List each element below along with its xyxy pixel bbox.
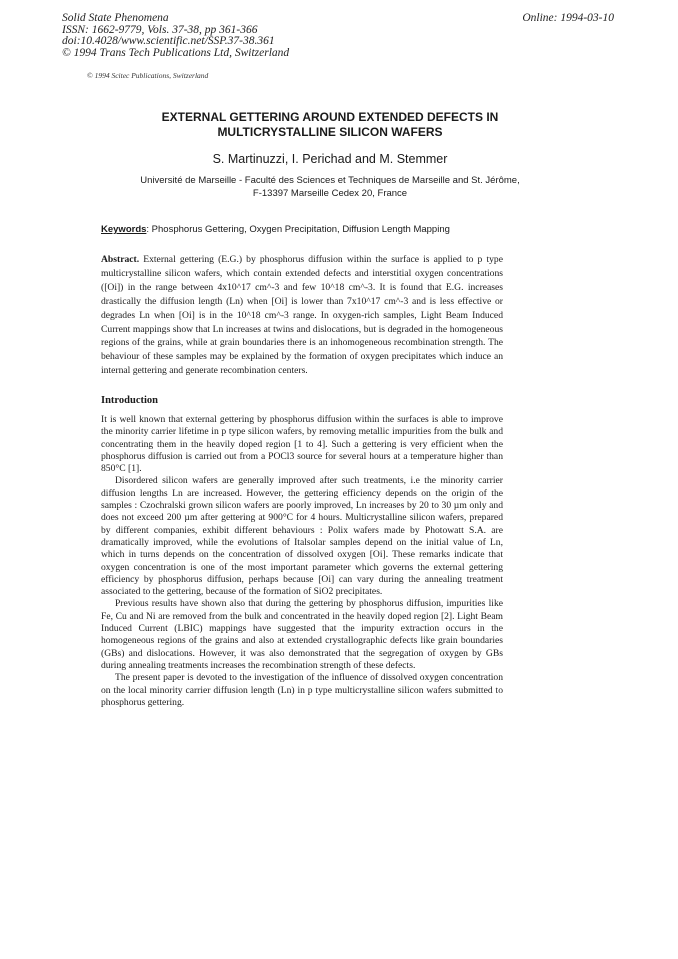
journal-header bbox=[62, 13, 289, 59]
introduction-body bbox=[101, 414, 503, 709]
keywords-label: Keywords bbox=[101, 224, 147, 235]
online-date: Online: 1994-03-10 bbox=[522, 12, 614, 24]
paper-title bbox=[100, 110, 560, 140]
keywords bbox=[101, 224, 450, 235]
paragraph-1: It is well known that external gettering by phosphorus diffusion within the surfaces is able to improve the minority carrier lifetime in p type silicon wafers, by removing metallic impurities from the bulk and concentrating them in the heavily doped region [1 to 4]. Such a gettering is very efficient when the phosphorus diffusion is carried out from a POCl3 source for several hours at a temperature higher than 850°C [1]. bbox=[101, 414, 503, 475]
doi-line: doi:10.4028/www.scientific.net/SSP.37-38.361 bbox=[62, 35, 275, 47]
keywords-text: : Phosphorus Gettering, Oxygen Precipitation, Diffusion Length Mapping bbox=[146, 224, 450, 235]
title-line-1: EXTERNAL GETTERING AROUND EXTENDED DEFECTS IN bbox=[161, 110, 499, 124]
paragraph-4: The present paper is devoted to the investigation of the influence of dissolved oxygen concentration on the local minority carrier diffusion length (Ln) in p type multicrystalline silicon wafers submitted to phosphorus gettering. bbox=[101, 672, 503, 708]
abstract bbox=[101, 253, 503, 378]
paragraph-3: Previous results have shown also that during the gettering by phosphorus diffusion, impurities like Fe, Cu and Ni are removed from the bulk and concentrated in the heavily doped region [2]. Light Beam Induced Current (LBIC) mappings have suggested that the impurity extraction occurs in the homogeneous regions of the grains and also at extended crystallographic defects like grain boundaries (GBs) and dislocations. However, it was also demonstrated that the segregation of oxygen by GBs during annealing treatments increases the recombination strength of these defects. bbox=[101, 598, 503, 671]
publisher-stamp: © 1994 Scitec Publications, Switzerland bbox=[87, 71, 209, 80]
issn-line: ISSN: 1662-9779, Vols. 37-38, pp 361-366 bbox=[62, 23, 258, 36]
affiliation-line-1: Université de Marseille - Faculté des Sciences et Techniques de Marseille and St. Jérôme, bbox=[140, 175, 520, 186]
authors: S. Martinuzzi, I. Perichad and M. Stemmer bbox=[212, 152, 448, 166]
paragraph-2: Disordered silicon wafers are generally improved after such treatments, i.e the minority carrier diffusion lengths Ln are increased. However, the gettering efficiency depends on the origin of the samples : Czochralski grown silicon wafers are poorly improved, Ln increases by 20 to 30 µm only and does not exceed 200 µm after gettering at 900°C for 4 hours. Multicrystalline silicon wafers, prepared by different companies, exhibit different behaviours : Polix wafers made by Photowatt S.A. are dramatically improved, while the evolutions of Italsolar samples depend on the initial value of Ln, which in turns depends on the concentration of dissolved oxygen [Oi]. These remarks indicate that oxygen concentration is one of the most important parameter which governs the external gettering efficiency by phosphorus diffusion, perhaps because [Oi] can vary during the annealing treatment associated to the gettering, because of the formation of SiO2 precipitates. bbox=[101, 475, 503, 598]
affiliation bbox=[100, 175, 560, 200]
affiliation-line-2: F-13397 Marseille Cedex 20, France bbox=[252, 187, 408, 199]
copyright-line: © 1994 Trans Tech Publications Ltd, Switzerland bbox=[62, 46, 290, 59]
section-heading-introduction: Introduction bbox=[101, 395, 158, 406]
journal-name: Solid State Phenomena bbox=[62, 12, 169, 24]
abstract-label: Abstract. bbox=[101, 254, 140, 265]
abstract-text: External gettering (E.G.) by phosphorus diffusion within the surface is applied to p type multicrystalline silicon wafers, which contain extended defects and interstitial oxygen concentrations ([Oi]) in the range between 4x10^17 cm^-3 and few 10^18 cm^-3. It is found that E.G. increases drastically the diffusion length (Ln) when [Oi] is lower than 7x10^17 cm^-3 and is less effective or degrades Ln when [Oi] is in the 10^18 cm^-3 range. In oxygen-rich samples, Light Beam Induced Current mappings show that Ln increases at twins and dislocations, but is degraded in the homogeneous regions of the grains, while at grain boundaries there is an inhomogeneous recombination strength. The behaviour of these samples may be explained by the formation of oxygen precipitates which induce an internal gettering and generate recombination centers. bbox=[101, 254, 503, 377]
title-line-2: MULTICRYSTALLINE SILICON WAFERS bbox=[217, 125, 443, 139]
